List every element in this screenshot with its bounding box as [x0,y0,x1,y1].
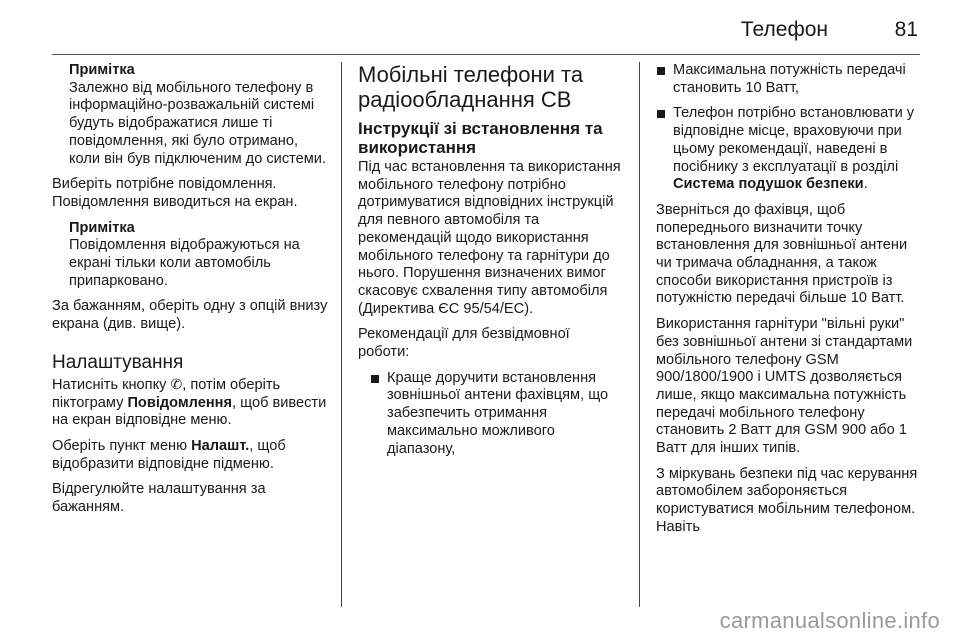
column-divider-1 [341,62,342,607]
note-body: Залежно від мобільного телефону в інформаційно-розважальній системі будуть відображатися лише ті повідомлення, які було отримано, коли він був підключеним до системи. [69,79,326,167]
bullet-list [656,62,926,194]
paragraph [52,438,328,473]
text-run: , потім оберіть піктограму [52,376,281,411]
paragraph [52,376,328,430]
watermark: carmanualsonline.info [719,608,940,633]
list-item [656,105,926,194]
section-heading-mobile-phones: Мобільні телефони та радіообладнання СВ [358,62,584,112]
column-divider-2 [639,62,640,607]
paragraph: Відрегулюйте налаштування за бажанням. [52,481,266,516]
note-title: Примітка [69,219,135,236]
text-run: , щоб вивести на екран відповідне меню. [52,394,327,429]
page-title: Телефон [740,18,828,41]
note-body: Повідомлення відображуються на екрані тільки коли автомобіль припарковано. [69,237,300,289]
page-number: 81 [894,18,918,41]
column-1 [52,62,328,525]
subsection-heading-instructions: Інструкції зі встановлення та використання [358,119,603,157]
column-2 [358,62,624,466]
section-heading-settings: Налаштування [52,351,184,373]
header-divider [52,54,920,55]
paragraph: Рекомендації для безвідмовної роботи: [358,326,570,361]
text-run: . [863,176,868,193]
column-3 [656,62,926,545]
note-title: Примітка [69,62,135,78]
paragraph: З міркувань безпеки під час керування автомобілем забороняється користуватися мобільним телефоном. Навіть [656,465,918,535]
text-run: Оберіть пункт меню [52,437,192,454]
cross-reference: Система подушок безпеки [673,176,864,193]
list-item: Краще доручити встановлення зовнішньої антени фахівцям, що забезпечить отримання максимально можливого діапазону, [370,370,624,459]
paragraph: Зверніться до фахівця, щоб попереднього визначити точку встановлення для зовнішньої антени чи тримача обладнання, а також способи використання пристроїв із потужністю передачі більше 10 Ватт. [656,201,908,307]
paragraph: За бажанням, оберіть одну з опцій внизу екрана (див. вище). [52,298,328,333]
menu-term: Налашт. [191,437,250,454]
list-item: Максимальна потужність передачі становить 10 Ватт, [656,62,926,97]
text-run: Натисніть кнопку [52,376,171,393]
paragraph: Під час встановлення та використання мобільного телефону потрібно дотримуватися відповідних інструкцій для певного автомобіля та рекомендацій щодо використання мобільного телефону та гарнітури до нього. Порушення визначених вимог скасовує схвалення типу автомобіля (Директива ЄС 95/54/ЕС). [358,159,621,317]
phone-icon: ✆ [170,375,183,392]
page-header [0,0,960,52]
note-block [52,62,328,168]
text-run: Телефон потрібно встановлювати у відповідне місце, враховуючи при цьому рекомендації, наведені в посібнику з експлуатації в розділі [673,105,915,175]
paragraph: Виберіть потрібне повідомлення. Повідомлення виводиться на екран. [52,176,298,210]
text-run: , щоб відобразити відповідне підменю. [52,437,286,472]
bullet-list [358,370,624,459]
note-block [52,220,328,291]
paragraph: Використання гарнітури "вільні руки" без зовнішньої антени зі стандартами мобільного телефону GSM 900/1800/1900 і UMTS дозволяється лише, якщо максимальна потужність передачі мобільного телефону становить 2 Ватт для GSM 900 або 1 Ватт для інших типів. [656,316,913,457]
menu-term: Повідомлення [127,394,232,411]
